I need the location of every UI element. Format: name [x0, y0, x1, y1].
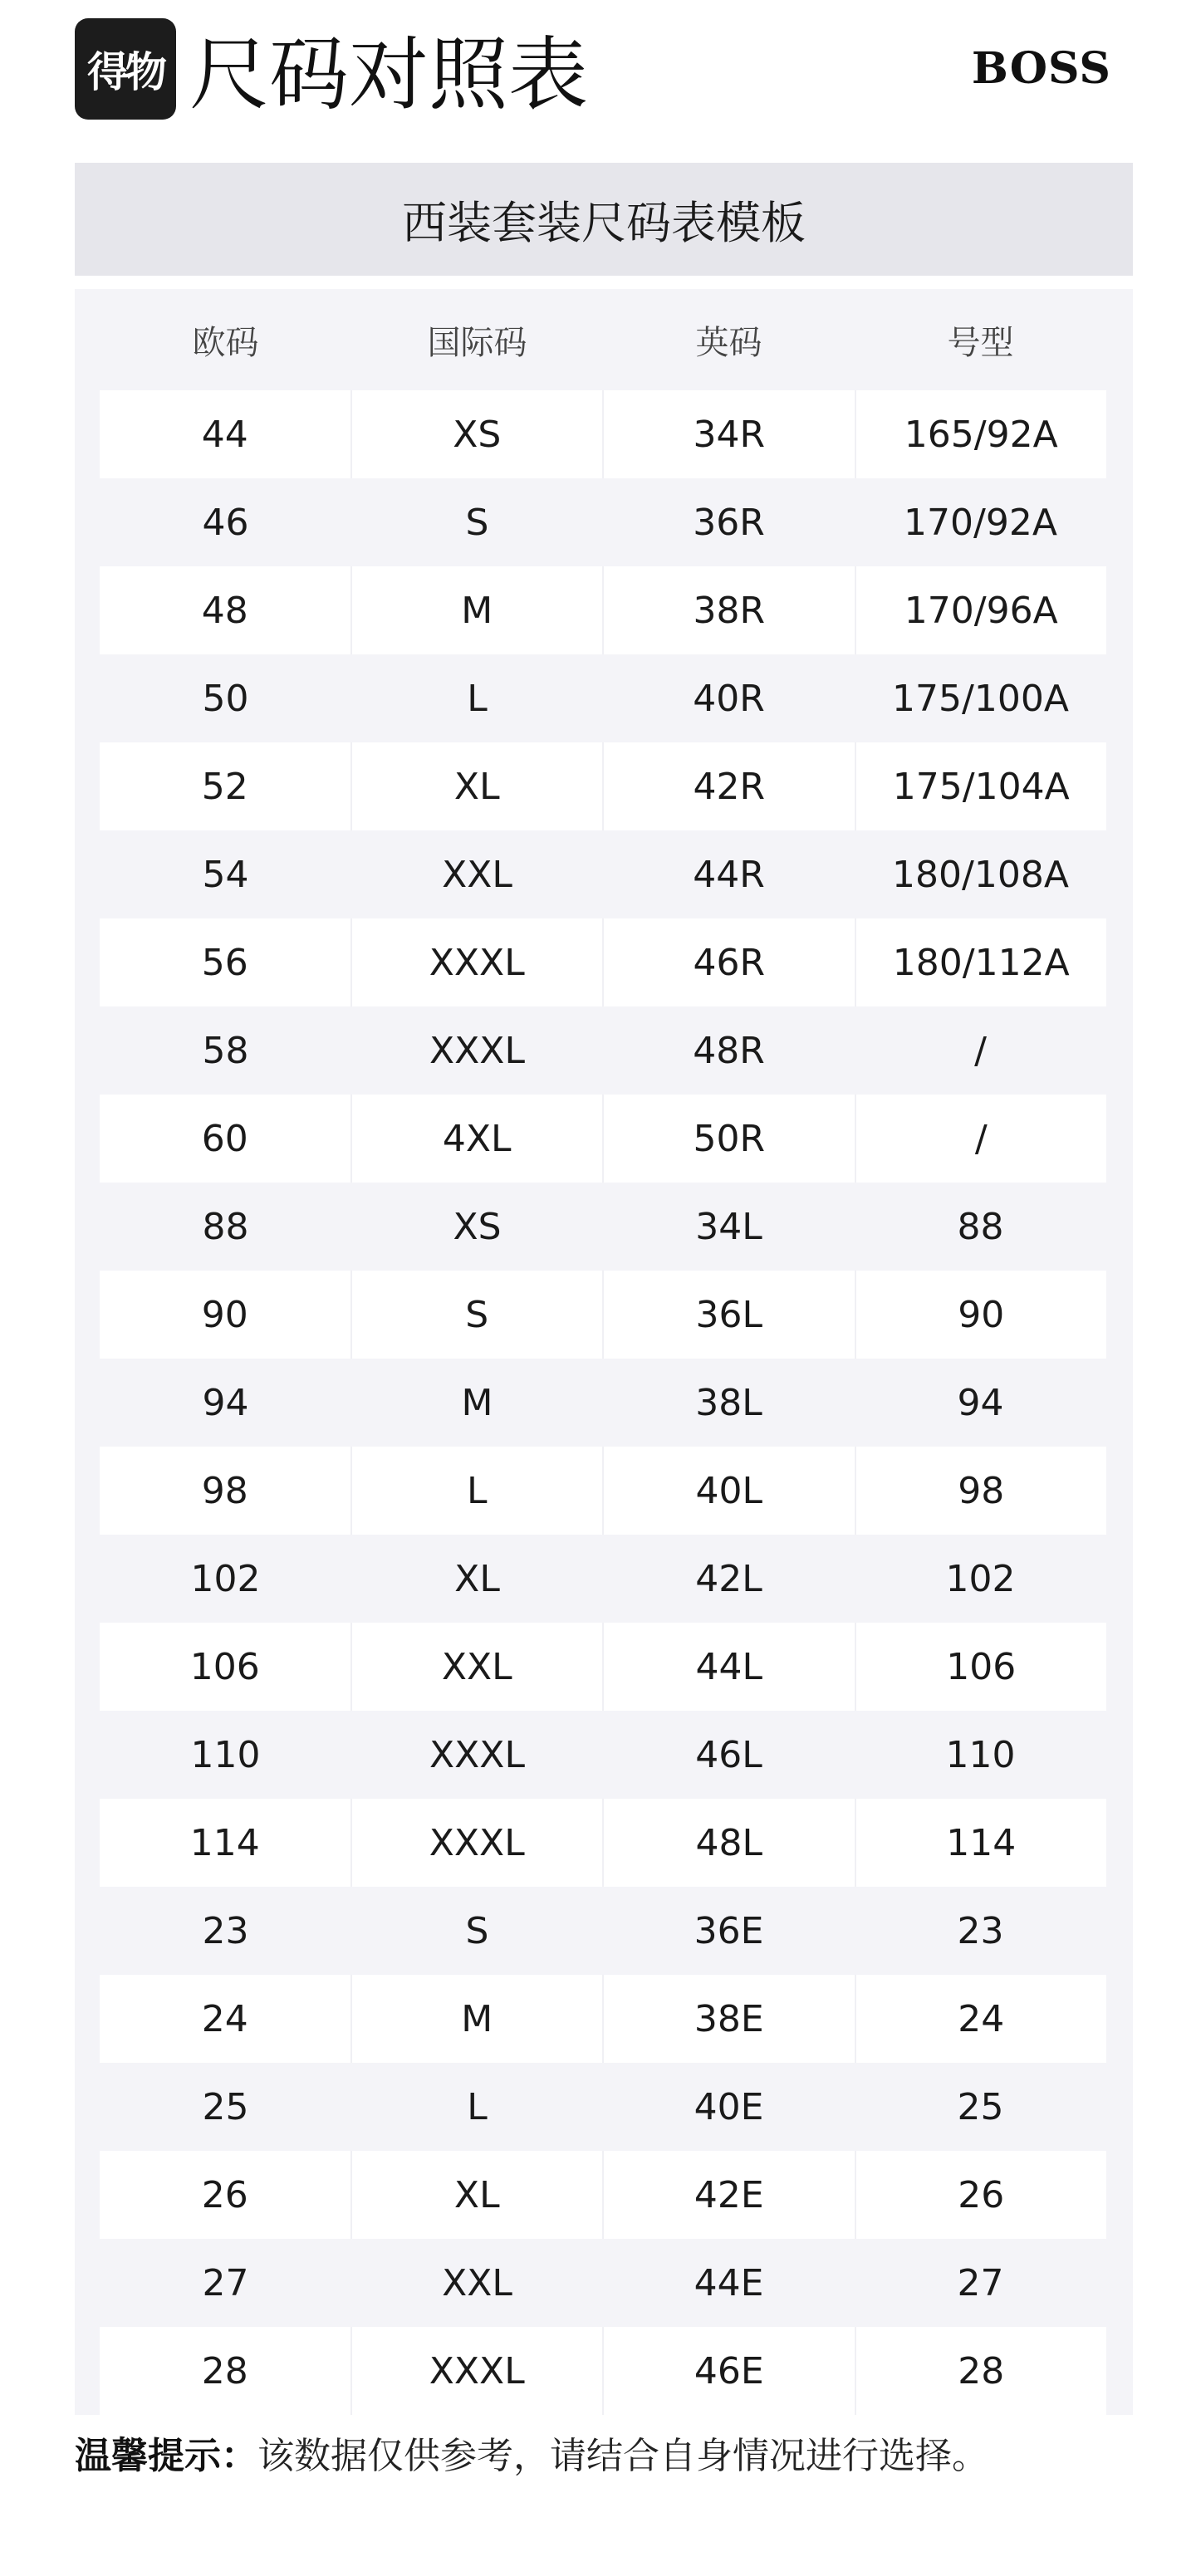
international-size-cell: S [350, 1271, 603, 1359]
international-size-cell: XXXL [429, 1029, 525, 1072]
international-size-cell: L [467, 677, 488, 720]
table-row [100, 2151, 1106, 2239]
uk-size-cell: 46E [602, 2327, 855, 2415]
international-size-cell: L [467, 2085, 488, 2128]
table-row [100, 390, 1106, 478]
uk-size-cell: 36L [602, 1271, 855, 1359]
eu-size-cell: 28 [201, 2349, 248, 2392]
international-size-cell: XXL [442, 2261, 512, 2304]
table-row [100, 566, 1106, 654]
eu-size-cell: 25 [202, 2085, 249, 2128]
cn-size-cell: 24 [855, 1975, 1107, 2063]
cn-size-cell: 26 [855, 2151, 1107, 2239]
eu-size-cell: 88 [202, 1205, 249, 1248]
column-header-cn-size: 号型 [947, 323, 1014, 362]
table-row [100, 1887, 1106, 1975]
page-title: 尺码对照表 [189, 28, 588, 121]
eu-size-cell: 98 [201, 1469, 248, 1512]
cn-size-cell: 25 [957, 2085, 1004, 2128]
eu-size-cell: 114 [189, 1821, 260, 1864]
eu-size-cell: 60 [201, 1117, 248, 1160]
note-label: 温馨提示： [75, 2435, 257, 2477]
uk-size-cell: 42L [695, 1557, 762, 1600]
footer-note [75, 2425, 988, 2488]
cn-size-cell: 28 [855, 2327, 1107, 2415]
table-row [100, 1359, 1106, 1447]
international-size-cell: S [465, 1909, 489, 1952]
uk-size-cell: 34L [695, 1205, 762, 1248]
table-row [100, 1447, 1106, 1535]
table-row [100, 654, 1106, 742]
table-row [100, 2239, 1106, 2327]
international-size-cell: XXXL [350, 1799, 603, 1887]
cn-size-cell: / [855, 1095, 1107, 1183]
uk-size-cell: 40R [693, 677, 765, 720]
table-row [100, 1535, 1106, 1623]
international-size-cell: XXXL [350, 918, 603, 1006]
eu-size-cell: 24 [201, 1997, 248, 2040]
international-size-cell: XXXL [429, 1733, 525, 1776]
size-table [75, 289, 1133, 2415]
table-row [100, 742, 1106, 830]
table-row [100, 1711, 1106, 1799]
eu-size-cell: 23 [202, 1909, 249, 1952]
uk-size-cell: 36E [694, 1909, 764, 1952]
cn-size-cell: 27 [957, 2261, 1004, 2304]
table-header [100, 289, 1106, 390]
uk-size-cell: 50R [602, 1095, 855, 1183]
international-size-cell: XXL [442, 853, 512, 896]
uk-size-cell: 42R [602, 742, 855, 830]
chart-title-banner [75, 163, 1133, 276]
column-header-international: 国际码 [427, 323, 527, 362]
eu-size-cell: 58 [202, 1029, 249, 1072]
cn-size-cell: 94 [957, 1381, 1004, 1424]
cn-size-cell: 170/96A [855, 566, 1107, 654]
table-row [100, 1975, 1106, 2063]
table-row [100, 2063, 1106, 2151]
table-row [100, 1623, 1106, 1711]
international-size-cell: L [350, 1447, 603, 1535]
table-row [100, 1183, 1106, 1271]
cn-size-cell: 165/92A [855, 390, 1107, 478]
eu-size-cell: 50 [202, 677, 249, 720]
international-size-cell: XL [350, 742, 603, 830]
eu-size-cell: 102 [190, 1557, 261, 1600]
table-body [100, 390, 1106, 2415]
brand-name: BOSS [971, 43, 1111, 94]
uk-size-cell: 46L [695, 1733, 762, 1776]
cn-size-cell: 102 [945, 1557, 1016, 1600]
table-row [100, 830, 1106, 918]
eu-size-cell: 90 [201, 1293, 248, 1336]
uk-size-cell: 38E [602, 1975, 855, 2063]
uk-size-cell: 36R [693, 501, 765, 544]
uk-size-cell: 44L [602, 1623, 855, 1711]
column-header-uk: 英码 [695, 323, 762, 362]
table-row [100, 478, 1106, 566]
uk-size-cell: 40E [694, 2085, 764, 2128]
international-size-cell: 4XL [350, 1095, 603, 1183]
eu-size-cell: 54 [202, 853, 249, 896]
cn-size-cell: 175/104A [855, 742, 1107, 830]
international-size-cell: M [461, 1381, 493, 1424]
cn-size-cell: 180/108A [892, 853, 1069, 896]
international-size-cell: XL [454, 1557, 500, 1600]
table-row [100, 1095, 1106, 1183]
cn-size-cell: 106 [855, 1623, 1107, 1711]
eu-size-cell: 106 [189, 1645, 260, 1688]
eu-size-cell: 27 [202, 2261, 249, 2304]
uk-size-cell: 46R [602, 918, 855, 1006]
cn-size-cell: 23 [957, 1909, 1004, 1952]
column-header-eu: 欧码 [192, 323, 259, 362]
uk-size-cell: 42E [602, 2151, 855, 2239]
table-row [100, 1006, 1106, 1095]
cn-size-cell: 110 [945, 1733, 1016, 1776]
eu-size-cell: 52 [201, 765, 248, 808]
international-size-cell: XS [350, 390, 603, 478]
international-size-cell: M [350, 1975, 603, 2063]
chart-title: 西装套装尺码表模板 [402, 196, 806, 249]
uk-size-cell: 44R [693, 853, 765, 896]
cn-size-cell: 175/100A [892, 677, 1069, 720]
cn-size-cell: 88 [957, 1205, 1004, 1248]
uk-size-cell: 48L [602, 1799, 855, 1887]
international-size-cell: XL [350, 2151, 603, 2239]
cn-size-cell: 98 [855, 1447, 1107, 1535]
uk-size-cell: 38L [695, 1381, 762, 1424]
cn-size-cell: / [974, 1029, 987, 1072]
international-size-cell: XXL [350, 1623, 603, 1711]
uk-size-cell: 40L [602, 1447, 855, 1535]
uk-size-cell: 34R [602, 390, 855, 478]
table-row [100, 2327, 1106, 2415]
international-size-cell: S [465, 501, 489, 544]
international-size-cell: XS [453, 1205, 502, 1248]
cn-size-cell: 90 [855, 1271, 1107, 1359]
uk-size-cell: 48R [693, 1029, 765, 1072]
table-row [100, 1799, 1106, 1887]
cn-size-cell: 114 [855, 1799, 1107, 1887]
eu-size-cell: 110 [190, 1733, 261, 1776]
eu-size-cell: 48 [201, 589, 248, 632]
uk-size-cell: 44E [694, 2261, 764, 2304]
table-row [100, 1271, 1106, 1359]
eu-size-cell: 44 [201, 413, 248, 456]
international-size-cell: XXXL [350, 2327, 603, 2415]
uk-size-cell: 38R [602, 566, 855, 654]
app-logo: 得物 [75, 18, 176, 120]
cn-size-cell: 180/112A [855, 918, 1107, 1006]
cn-size-cell: 170/92A [904, 501, 1057, 544]
eu-size-cell: 26 [201, 2173, 248, 2216]
note-text: 该数据仅供参考，请结合自身情况进行选择。 [257, 2435, 988, 2477]
eu-size-cell: 46 [202, 501, 249, 544]
international-size-cell: M [350, 566, 603, 654]
table-row [100, 918, 1106, 1006]
eu-size-cell: 56 [201, 941, 248, 984]
eu-size-cell: 94 [202, 1381, 249, 1424]
